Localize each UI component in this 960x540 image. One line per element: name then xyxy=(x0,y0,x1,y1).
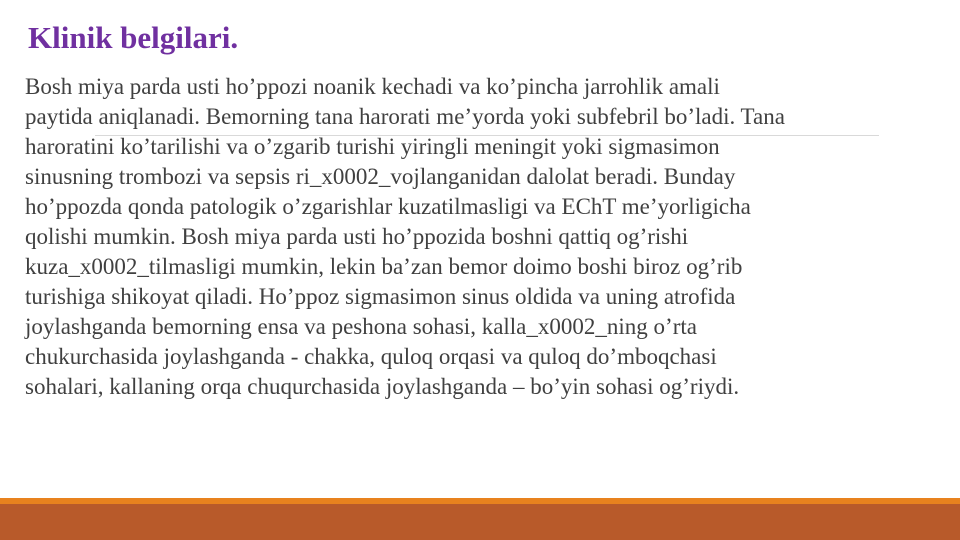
footer-band xyxy=(0,504,960,540)
body-line-2: paytida aniqlanadi. Bemorning tana harorati me’yorda yoki subfebril bo’ladi. Tana xyxy=(25,104,785,129)
body-line-5: ho’ppozda qonda patologik o’zgarishlar kuzatilmasligi va EChT me’yorligicha xyxy=(25,194,751,219)
slide-title: Klinik belgilari. xyxy=(28,20,239,55)
body-line-7: kuza_x0002_tilmasligi mumkin, lekin ba’zan bemor doimo boshi biroz og’rib xyxy=(25,254,743,279)
body-line-3: haroratini ko’tarilishi va o’zgarib turishi yiringli meningit yoki sigmasimon xyxy=(25,134,720,159)
body-line-6: qolishi mumkin. Bosh miya parda usti ho’ppozida boshni qattiq og’rishi xyxy=(25,224,689,249)
body-line-4: sinusning trombozi va sepsis ri_x0002_vojlanganidan dalolat beradi. Bunday xyxy=(25,164,736,189)
body-line-9: joylashganda bemorning ensa va peshona sohasi, kalla_x0002_ning o’rta xyxy=(25,314,697,339)
body-line-8: turishiga shikoyat qiladi. Ho’ppoz sigmasimon sinus oldida va uning atrofida xyxy=(25,284,736,309)
body-line-11: sohalari, kallaning orqa chuqurchasida joylashganda – bo’yin sohasi og’riydi. xyxy=(25,374,740,399)
body-line-1: Bosh miya parda usti ho’ppozi noanik kechadi va ko’pincha jarrohlik amali xyxy=(25,74,720,99)
body-line-10: chukurchasida joylashganda - chakka, quloq orqasi va quloq do’mboqchasi xyxy=(25,344,717,369)
slide-body xyxy=(25,72,955,402)
